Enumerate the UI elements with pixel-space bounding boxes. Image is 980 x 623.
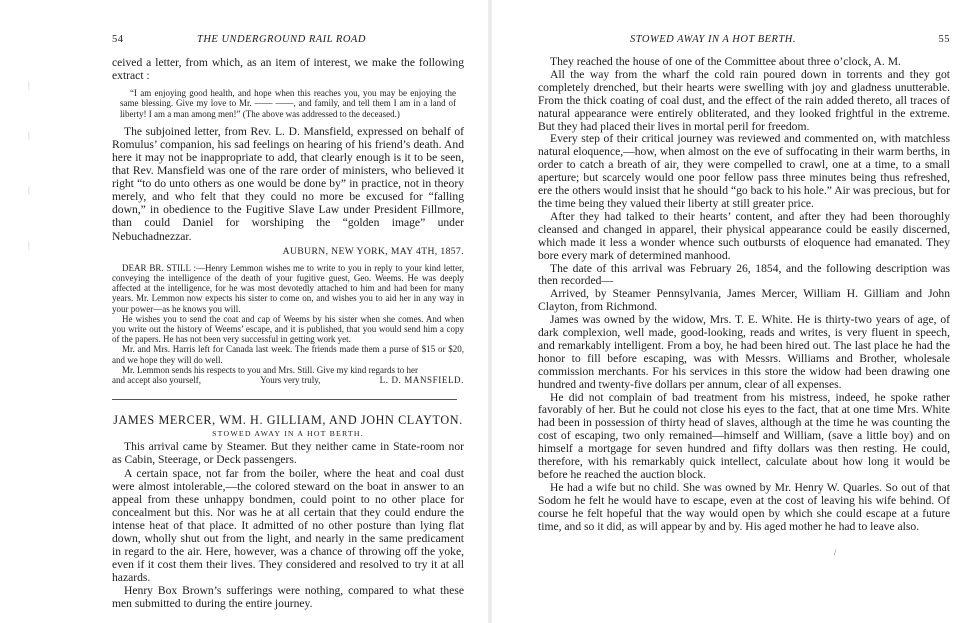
- letter-paragraph: He wishes you to send the coat and cap of Weems by his sister when she comes. And when you write out the history of Weems’ escape, and it is published, that you would send him a copy of the papers. He has not been very successful in getting work yet.: [112, 313, 464, 345]
- print-speck: /: [834, 548, 837, 557]
- margin-tick: |: [28, 80, 30, 90]
- body-paragraph: He had a wife but no child. She was owned by Mr. Henry W. Quarles. So out of that Sodom he felt he would have to escape, even at the cost of leaving his wife behind. Of course he felt hopeful that the way would open by which she could escape at a future time, and so it did, as will appear by and by. His aged mother he had to leave also.: [538, 480, 950, 533]
- section-subtitle: STOWED AWAY IN A HOT BERTH.: [212, 429, 364, 439]
- letter-paragraph: Mr. Lemmon sends his respects to you and Mrs. Still. Give my kind regards to her: [122, 364, 418, 375]
- body-paragraph: The date of this arrival was February 26, 1854, and the following description was then recorded—: [538, 261, 950, 288]
- left-page-body: [112, 56, 464, 611]
- section-divider: [112, 399, 457, 400]
- closing-left: and accept also yourself,: [112, 374, 201, 385]
- body-paragraph: Every step of their critical journey was reviewed and commented on, with matchless natural eloquence,—how, when almost on the eve of suffocating in their warm berths, in order to catch a breath of air, they were compelled to crawl, one at a time, to a small aperture; but scarcely would one poor fellow pass three minutes being thus refreshed, ere the others would insist that he should “go back to his hole.” Air was precious, but for the time being they valued their liberty at still greater price.: [538, 132, 950, 210]
- body-paragraph: Henry Box Brown’s sufferings were nothing, compared to what these men submitted to during the entire journey.: [112, 584, 464, 611]
- body-paragraph: This arrival came by Steamer. But they neither came in State-room nor as Cabin, Steerage, or Deck passengers.: [112, 440, 464, 467]
- body-paragraph: After they had talked to their hearts’ content, and after they had been thoroughly cleansed and changed in apparel, their physical appearance could be easily discerned, which made it less a wonder whence such outbursts of eloquence had emanated. They bore every mark of determined manhood.: [538, 209, 950, 262]
- letter-paragraph: DEAR BR. STILL :—Henry Lemmon wishes me to write to you in reply to your kind letter, conveying the intelligence of the death of your fugitive guest, Geo. Weems. He was deeply affected at the intelligence, for he was most devotedly attached to him and had been for many years. Mr. Lemmon now expects his sister to come on, and wishes you to aid her in any way in your power—as he knows you will.: [112, 262, 464, 314]
- extract-text: “I am enjoying good health, and hope when this reaches you, you may be enjoying the same blessing. Give my love to Mr. —— ——, and family, and tell them I am in a land of liberty! I am a man among men!” (The above was addressed to the deceased.): [120, 88, 456, 119]
- right-page-number: 55: [938, 34, 950, 45]
- left-page-header: [112, 34, 462, 45]
- body-paragraph: He did not complain of bad treatment from his mistress, indeed, he spoke rather favorably of her. But he could not close his eyes to the fact, that at one time Mrs. White had been in possession of thirty head of slaves, although at the time he was counting the cost of escaping, two only remained—himself and William, (save a little boy) and on himself a mortgage for seven hundred and fifty dollars was then resting. He could, therefore, with his remarkably quick intellect, calculate about how long it would be before he reached the auction block.: [538, 390, 950, 481]
- margin-tick: |: [28, 185, 30, 195]
- body-paragraph: James was owned by the widow, Mrs. T. E. White. He is thirty-two years of age, of dark complexion, well made, good-looking, reads and writes, is very fluent in speech, and remarkably intelligent. From a boy, he had been hired out. The last place he had the honor to fill before escaping, was with Messrs. Williams and Brother, wholesale commission merchants. For his services in this store the widow had been drawing one hundred and twenty-five dollars per annum, clear of all expenses.: [538, 313, 950, 391]
- extract-block: [112, 88, 464, 119]
- letter-closing: [112, 375, 464, 385]
- right-running-head: STOWED AWAY IN A HOT BERTH.: [630, 34, 797, 45]
- right-page-body: [538, 56, 950, 534]
- opening-line: ceived a letter, from which, as an item of interest, we make the following extract :: [112, 56, 464, 83]
- letter-dateline: AUBURN, NEW YORK, MAY 4TH, 1857.: [282, 245, 464, 257]
- body-paragraph: Arrived, by Steamer Pennsylvania, James Mercer, William H. Gilliam and John Clayton, from Richmond.: [538, 287, 950, 314]
- left-running-head: THE UNDERGROUND RAIL ROAD: [197, 34, 366, 45]
- left-page-number: 54: [112, 34, 124, 45]
- closing-signature: L. D. MANSFIELD.: [379, 374, 464, 385]
- intro-paragraph: The subjoined letter, from Rev. L. D. Mansfield, expressed on behalf of Romulus’ companion, his sad feelings on hearing of his friend’s death. And here it may not be inappropriate to add, that clearly enough is it to be seen, that Rev. Mansfield was one of the rare order of ministers, who believed it right “to do unto others as one would be done by” in practice, not in theory merely, and who felt that they could no more be excused for “falling down,” in obedience to the Fugitive Slave Law under President Fillmore, than could Daniel for worshiping the “golden image” under Nebuchadnezzar.: [112, 124, 464, 243]
- margin-tick: |: [28, 130, 30, 140]
- body-paragraph: All the way from the wharf the cold rain poured down in torrents and they got completely drenched, but their hearts were swelling with joy and gladness unutterable. From the thick coating of coal dust, and the effect of the rain added thereto, all traces of natural appearance were entirely obliterated, and they looked frightful in the extreme. But they had placed their lives in mortal peril for freedom.: [538, 67, 950, 133]
- closing-middle: Yours very truly,: [260, 374, 321, 385]
- margin-tick: |: [28, 240, 30, 250]
- mansfield-letter: [112, 263, 464, 385]
- body-paragraph: They reached the house of one of the Committee about three o’clock, A. M.: [550, 55, 901, 68]
- body-paragraph: A certain space, not far from the boiler, where the heat and coal dust were almost intolerable,—the colored steward on the boat in answer to an appeal from these unhappy bondmen, could point to no other place for concealment but this. Nor was he at all certain that they could endure the intense heat of that place. It admitted of no other posture than lying flat down, wholly shut out from the light, and nearly in the same predicament in regard to the air. Here, however, was a chance of throwing off the yoke, even if it cost them their lives. They considered and resolved to try it at all hazards.: [112, 466, 464, 585]
- section-title: JAMES MERCER, WM. H. GILLIAM, AND JOHN CLAYTON.: [113, 413, 463, 428]
- right-page: [490, 0, 980, 623]
- letter-paragraph: Mr. and Mrs. Harris left for Canada last week. The friends made them a purse of $15 or $20, and we hope they will do well.: [112, 344, 464, 365]
